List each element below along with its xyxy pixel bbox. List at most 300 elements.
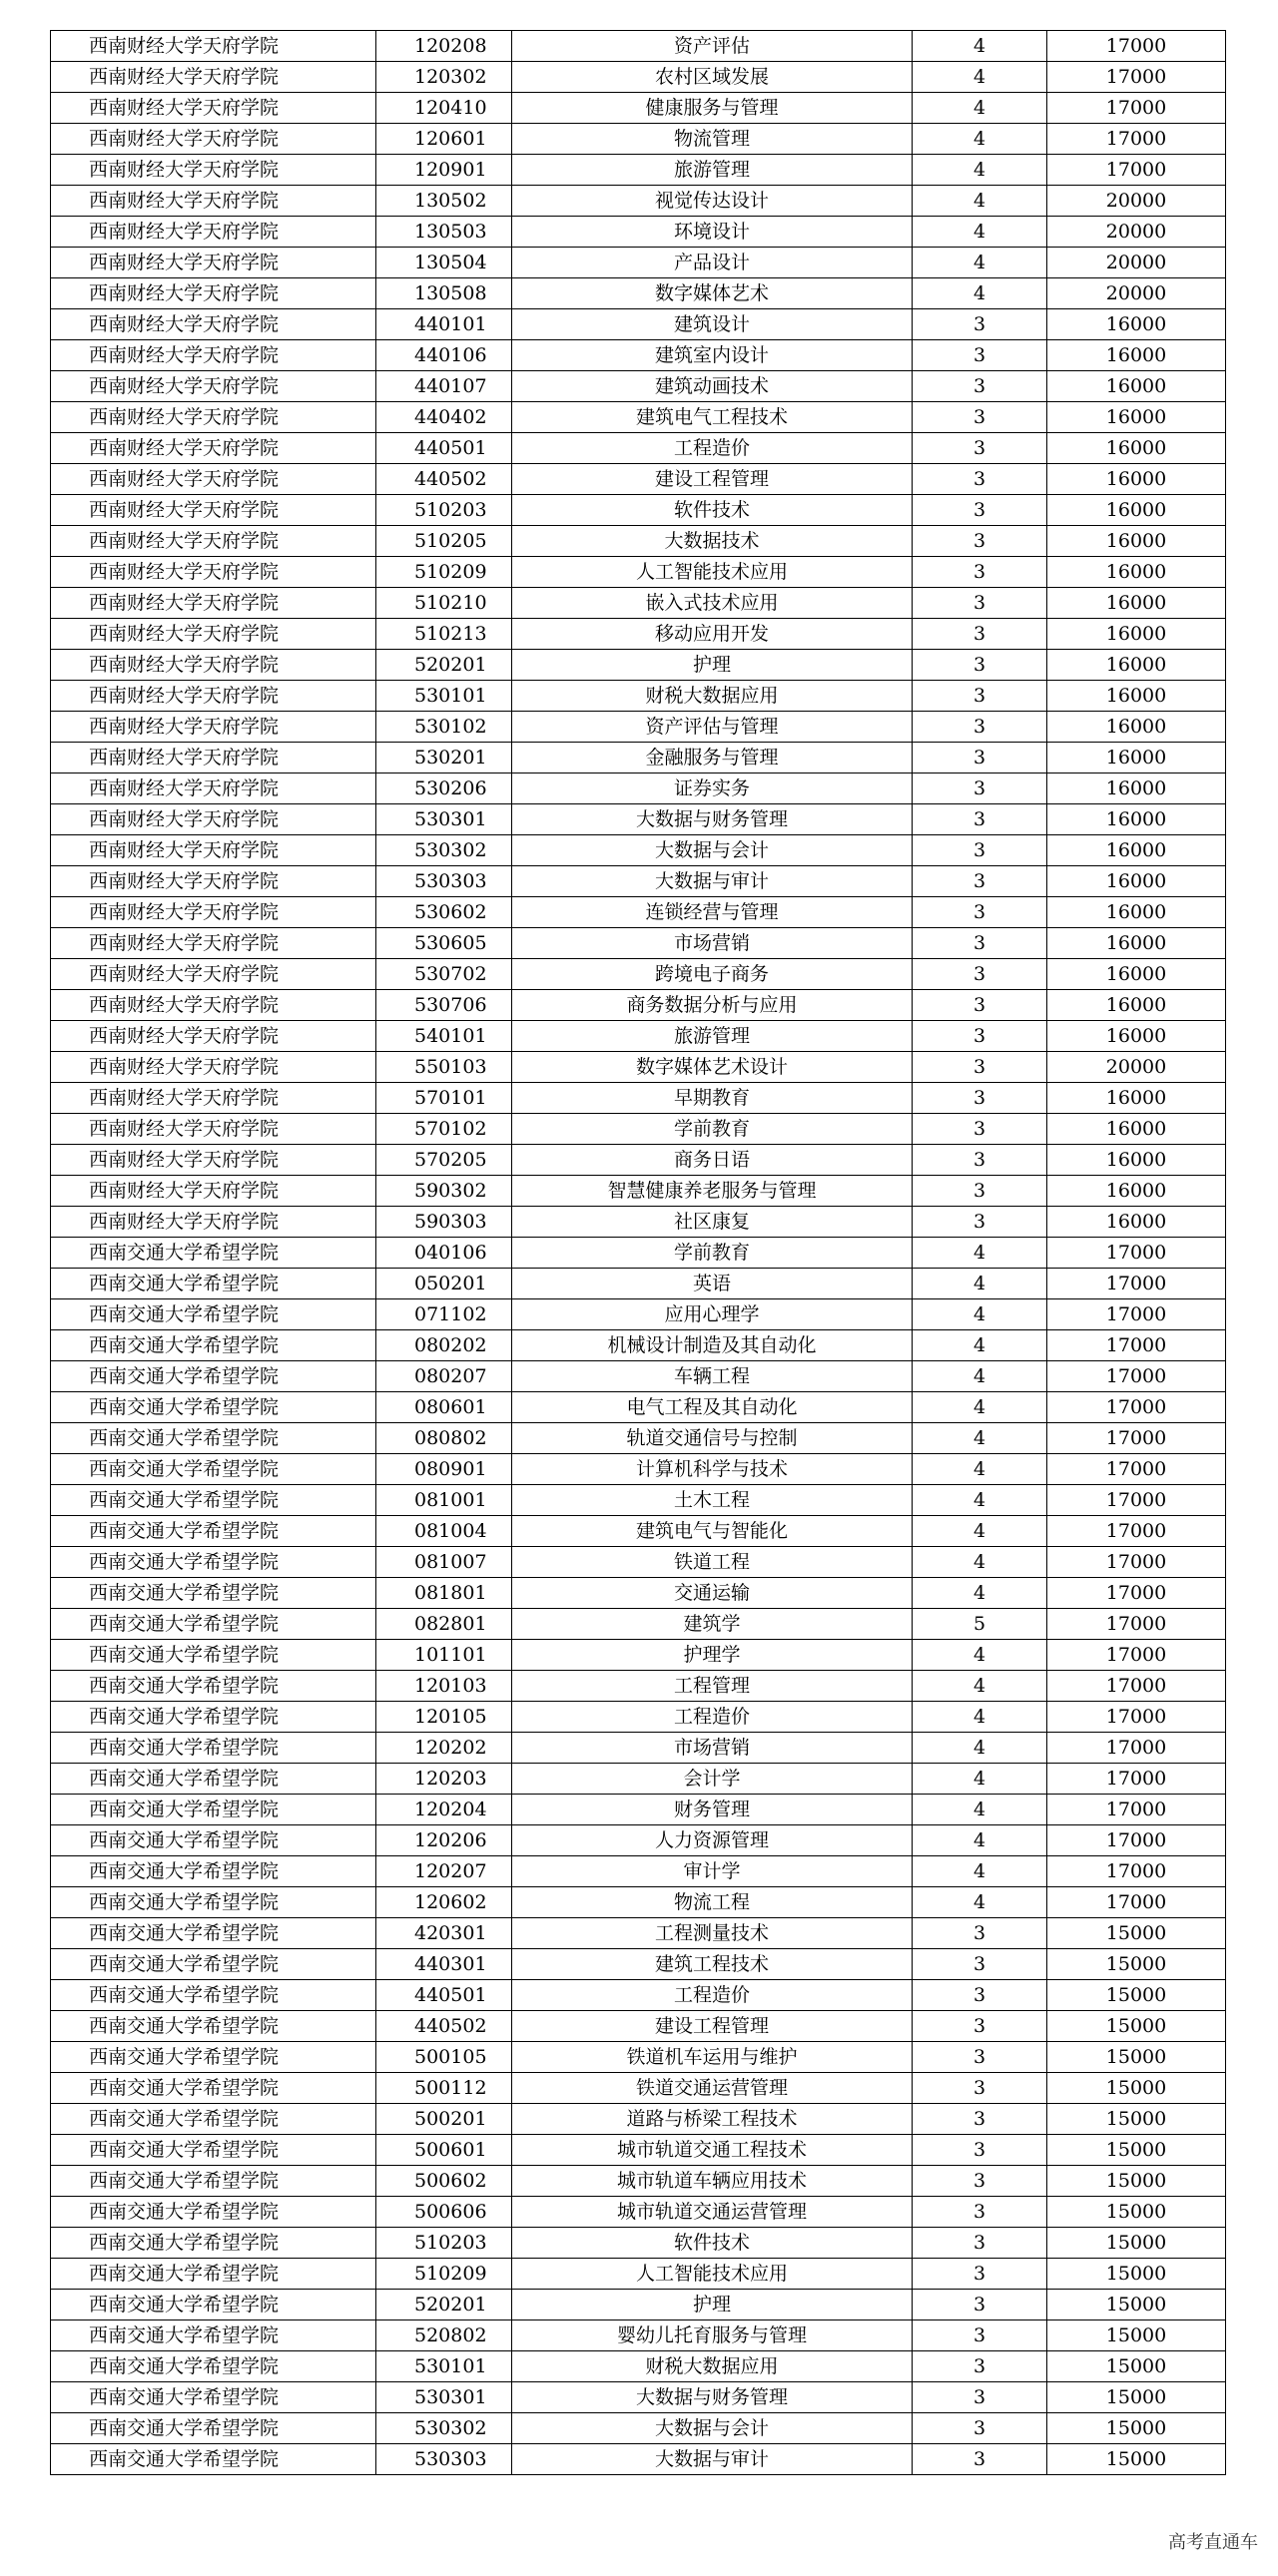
school-cell: 西南财经大学天府学院 bbox=[51, 402, 376, 433]
major-code-cell: 120204 bbox=[376, 1795, 512, 1825]
major-code-cell: 530303 bbox=[376, 2444, 512, 2475]
major-code-cell: 080901 bbox=[376, 1454, 512, 1485]
major-code-cell: 440107 bbox=[376, 371, 512, 402]
major-name-cell: 建设工程管理 bbox=[512, 2011, 913, 2042]
major-name-cell: 建筑设计 bbox=[512, 309, 913, 340]
school-cell: 西南交通大学希望学院 bbox=[51, 1795, 376, 1825]
major-name-cell: 人力资源管理 bbox=[512, 1825, 913, 1856]
duration-cell: 3 bbox=[913, 557, 1047, 588]
duration-cell: 4 bbox=[913, 62, 1047, 93]
table-row bbox=[51, 2320, 1226, 2351]
tuition-cell: 16000 bbox=[1047, 402, 1226, 433]
school-cell: 西南财经大学天府学院 bbox=[51, 433, 376, 464]
table-row bbox=[51, 31, 1226, 62]
major-code-cell: 130503 bbox=[376, 217, 512, 248]
school-cell: 西南交通大学希望学院 bbox=[51, 1578, 376, 1609]
major-name-cell: 工程造价 bbox=[512, 1702, 913, 1733]
major-code-cell: 120105 bbox=[376, 1702, 512, 1733]
major-name-cell: 软件技术 bbox=[512, 495, 913, 526]
major-code-cell: 570205 bbox=[376, 1145, 512, 1176]
school-cell: 西南财经大学天府学院 bbox=[51, 557, 376, 588]
major-name-cell: 建筑室内设计 bbox=[512, 340, 913, 371]
duration-cell: 3 bbox=[913, 433, 1047, 464]
duration-cell: 3 bbox=[913, 371, 1047, 402]
major-code-cell: 440106 bbox=[376, 340, 512, 371]
tuition-cell: 17000 bbox=[1047, 1825, 1226, 1856]
table-row bbox=[51, 1269, 1226, 1299]
school-cell: 西南交通大学希望学院 bbox=[51, 2073, 376, 2104]
major-code-cell: 510203 bbox=[376, 2228, 512, 2259]
major-name-cell: 机械设计制造及其自动化 bbox=[512, 1330, 913, 1361]
table-row bbox=[51, 2444, 1226, 2475]
duration-cell: 3 bbox=[913, 619, 1047, 650]
duration-cell: 3 bbox=[913, 681, 1047, 712]
school-cell: 西南交通大学希望学院 bbox=[51, 1269, 376, 1299]
table-row bbox=[51, 1702, 1226, 1733]
duration-cell: 3 bbox=[913, 340, 1047, 371]
major-name-cell: 学前教育 bbox=[512, 1114, 913, 1145]
school-cell: 西南交通大学希望学院 bbox=[51, 1918, 376, 1949]
major-name-cell: 市场营销 bbox=[512, 928, 913, 959]
duration-cell: 3 bbox=[913, 2166, 1047, 2197]
tuition-cell: 15000 bbox=[1047, 2444, 1226, 2475]
major-name-cell: 旅游管理 bbox=[512, 155, 913, 186]
duration-cell: 4 bbox=[913, 1423, 1047, 1454]
tuition-cell: 17000 bbox=[1047, 1299, 1226, 1330]
school-cell: 西南交通大学希望学院 bbox=[51, 1485, 376, 1516]
major-code-cell: 530605 bbox=[376, 928, 512, 959]
table-row bbox=[51, 835, 1226, 866]
major-code-cell: 530102 bbox=[376, 712, 512, 743]
major-code-cell: 081004 bbox=[376, 1516, 512, 1547]
tuition-cell: 20000 bbox=[1047, 217, 1226, 248]
major-code-cell: 530101 bbox=[376, 2351, 512, 2382]
duration-cell: 4 bbox=[913, 93, 1047, 124]
tuition-cell: 15000 bbox=[1047, 1949, 1226, 1980]
major-code-cell: 530302 bbox=[376, 835, 512, 866]
major-name-cell: 工程造价 bbox=[512, 1980, 913, 2011]
tuition-cell: 17000 bbox=[1047, 1454, 1226, 1485]
table-row bbox=[51, 2228, 1226, 2259]
school-cell: 西南交通大学希望学院 bbox=[51, 2135, 376, 2166]
tuition-cell: 16000 bbox=[1047, 959, 1226, 990]
table-row bbox=[51, 1361, 1226, 1392]
major-code-cell: 080802 bbox=[376, 1423, 512, 1454]
tuition-fee-table bbox=[50, 30, 1226, 2475]
school-cell: 西南交通大学希望学院 bbox=[51, 1640, 376, 1671]
school-cell: 西南财经大学天府学院 bbox=[51, 1207, 376, 1238]
tuition-cell: 16000 bbox=[1047, 588, 1226, 619]
table-row bbox=[51, 773, 1226, 804]
table-row bbox=[51, 1733, 1226, 1764]
major-name-cell: 农村区域发展 bbox=[512, 62, 913, 93]
major-name-cell: 电气工程及其自动化 bbox=[512, 1392, 913, 1423]
tuition-cell: 16000 bbox=[1047, 1083, 1226, 1114]
tuition-cell: 15000 bbox=[1047, 1918, 1226, 1949]
tuition-cell: 15000 bbox=[1047, 2197, 1226, 2228]
table-body bbox=[51, 31, 1226, 2475]
tuition-cell: 17000 bbox=[1047, 1702, 1226, 1733]
table-row bbox=[51, 2135, 1226, 2166]
tuition-cell: 17000 bbox=[1047, 1361, 1226, 1392]
table-row bbox=[51, 340, 1226, 371]
major-name-cell: 数字媒体艺术 bbox=[512, 278, 913, 309]
tuition-cell: 17000 bbox=[1047, 1547, 1226, 1578]
duration-cell: 3 bbox=[913, 2382, 1047, 2413]
major-code-cell: 120206 bbox=[376, 1825, 512, 1856]
major-name-cell: 城市轨道车辆应用技术 bbox=[512, 2166, 913, 2197]
table-row bbox=[51, 217, 1226, 248]
school-cell: 西南财经大学天府学院 bbox=[51, 743, 376, 773]
table-row bbox=[51, 2259, 1226, 2290]
tuition-cell: 15000 bbox=[1047, 1980, 1226, 2011]
major-code-cell: 120602 bbox=[376, 1887, 512, 1918]
tuition-cell: 17000 bbox=[1047, 124, 1226, 155]
duration-cell: 3 bbox=[913, 959, 1047, 990]
major-code-cell: 081007 bbox=[376, 1547, 512, 1578]
table-row bbox=[51, 371, 1226, 402]
major-code-cell: 520201 bbox=[376, 650, 512, 681]
tuition-cell: 16000 bbox=[1047, 650, 1226, 681]
tuition-cell: 17000 bbox=[1047, 1516, 1226, 1547]
school-cell: 西南财经大学天府学院 bbox=[51, 835, 376, 866]
table-row bbox=[51, 1887, 1226, 1918]
school-cell: 西南交通大学希望学院 bbox=[51, 1238, 376, 1269]
major-name-cell: 铁道工程 bbox=[512, 1547, 913, 1578]
duration-cell: 4 bbox=[913, 1361, 1047, 1392]
tuition-cell: 15000 bbox=[1047, 2042, 1226, 2073]
major-code-cell: 510209 bbox=[376, 557, 512, 588]
duration-cell: 4 bbox=[913, 1299, 1047, 1330]
major-name-cell: 社区康复 bbox=[512, 1207, 913, 1238]
duration-cell: 4 bbox=[913, 1702, 1047, 1733]
table-row bbox=[51, 2166, 1226, 2197]
table-row bbox=[51, 402, 1226, 433]
table-row bbox=[51, 1671, 1226, 1702]
major-name-cell: 连锁经营与管理 bbox=[512, 897, 913, 928]
table-row bbox=[51, 1825, 1226, 1856]
table-row bbox=[51, 557, 1226, 588]
tuition-cell: 15000 bbox=[1047, 2351, 1226, 2382]
major-name-cell: 建设工程管理 bbox=[512, 464, 913, 495]
duration-cell: 4 bbox=[913, 1392, 1047, 1423]
school-cell: 西南财经大学天府学院 bbox=[51, 1021, 376, 1052]
major-name-cell: 应用心理学 bbox=[512, 1299, 913, 1330]
duration-cell: 3 bbox=[913, 2290, 1047, 2320]
table-row bbox=[51, 1083, 1226, 1114]
major-code-cell: 120601 bbox=[376, 124, 512, 155]
school-cell: 西南交通大学希望学院 bbox=[51, 2104, 376, 2135]
tuition-cell: 17000 bbox=[1047, 1764, 1226, 1795]
table-row bbox=[51, 1145, 1226, 1176]
school-cell: 西南财经大学天府学院 bbox=[51, 309, 376, 340]
major-name-cell: 商务日语 bbox=[512, 1145, 913, 1176]
tuition-cell: 20000 bbox=[1047, 248, 1226, 278]
tuition-cell: 16000 bbox=[1047, 1176, 1226, 1207]
major-code-cell: 500606 bbox=[376, 2197, 512, 2228]
table-row bbox=[51, 1114, 1226, 1145]
major-name-cell: 城市轨道交通工程技术 bbox=[512, 2135, 913, 2166]
table-row bbox=[51, 804, 1226, 835]
table-row bbox=[51, 1485, 1226, 1516]
major-code-cell: 071102 bbox=[376, 1299, 512, 1330]
major-name-cell: 产品设计 bbox=[512, 248, 913, 278]
table-row bbox=[51, 2197, 1226, 2228]
table-row bbox=[51, 93, 1226, 124]
duration-cell: 4 bbox=[913, 1795, 1047, 1825]
table-row bbox=[51, 1423, 1226, 1454]
major-name-cell: 财税大数据应用 bbox=[512, 681, 913, 712]
table-row bbox=[51, 1764, 1226, 1795]
tuition-cell: 16000 bbox=[1047, 681, 1226, 712]
tuition-cell: 16000 bbox=[1047, 804, 1226, 835]
major-name-cell: 大数据与财务管理 bbox=[512, 804, 913, 835]
major-code-cell: 101101 bbox=[376, 1640, 512, 1671]
tuition-cell: 17000 bbox=[1047, 1578, 1226, 1609]
school-cell: 西南财经大学天府学院 bbox=[51, 804, 376, 835]
school-cell: 西南交通大学希望学院 bbox=[51, 1516, 376, 1547]
school-cell: 西南财经大学天府学院 bbox=[51, 619, 376, 650]
duration-cell: 3 bbox=[913, 743, 1047, 773]
school-cell: 西南交通大学希望学院 bbox=[51, 2382, 376, 2413]
major-name-cell: 学前教育 bbox=[512, 1238, 913, 1269]
major-name-cell: 工程测量技术 bbox=[512, 1918, 913, 1949]
school-cell: 西南交通大学希望学院 bbox=[51, 1361, 376, 1392]
major-code-cell: 040106 bbox=[376, 1238, 512, 1269]
major-name-cell: 土木工程 bbox=[512, 1485, 913, 1516]
table-row bbox=[51, 712, 1226, 743]
table-row bbox=[51, 1330, 1226, 1361]
tuition-cell: 15000 bbox=[1047, 2259, 1226, 2290]
school-cell: 西南财经大学天府学院 bbox=[51, 650, 376, 681]
major-name-cell: 审计学 bbox=[512, 1856, 913, 1887]
school-cell: 西南交通大学希望学院 bbox=[51, 1392, 376, 1423]
duration-cell: 4 bbox=[913, 1825, 1047, 1856]
tuition-cell: 16000 bbox=[1047, 743, 1226, 773]
duration-cell: 4 bbox=[913, 1238, 1047, 1269]
duration-cell: 5 bbox=[913, 1609, 1047, 1640]
duration-cell: 4 bbox=[913, 1454, 1047, 1485]
table-row bbox=[51, 650, 1226, 681]
tuition-cell: 17000 bbox=[1047, 1330, 1226, 1361]
major-code-cell: 120202 bbox=[376, 1733, 512, 1764]
major-code-cell: 530201 bbox=[376, 743, 512, 773]
major-name-cell: 智慧健康养老服务与管理 bbox=[512, 1176, 913, 1207]
major-name-cell: 护理学 bbox=[512, 1640, 913, 1671]
major-code-cell: 530303 bbox=[376, 866, 512, 897]
major-code-cell: 500112 bbox=[376, 2073, 512, 2104]
major-code-cell: 120203 bbox=[376, 1764, 512, 1795]
major-code-cell: 500201 bbox=[376, 2104, 512, 2135]
tuition-cell: 15000 bbox=[1047, 2290, 1226, 2320]
table-row bbox=[51, 990, 1226, 1021]
major-code-cell: 130508 bbox=[376, 278, 512, 309]
duration-cell: 4 bbox=[913, 124, 1047, 155]
major-code-cell: 440101 bbox=[376, 309, 512, 340]
table-row bbox=[51, 155, 1226, 186]
major-name-cell: 护理 bbox=[512, 2290, 913, 2320]
school-cell: 西南交通大学希望学院 bbox=[51, 2197, 376, 2228]
tuition-cell: 16000 bbox=[1047, 928, 1226, 959]
major-name-cell: 旅游管理 bbox=[512, 1021, 913, 1052]
duration-cell: 3 bbox=[913, 1052, 1047, 1083]
school-cell: 西南交通大学希望学院 bbox=[51, 1949, 376, 1980]
duration-cell: 3 bbox=[913, 773, 1047, 804]
table-row bbox=[51, 248, 1226, 278]
tuition-cell: 16000 bbox=[1047, 1114, 1226, 1145]
table-row bbox=[51, 1547, 1226, 1578]
major-name-cell: 金融服务与管理 bbox=[512, 743, 913, 773]
major-code-cell: 510213 bbox=[376, 619, 512, 650]
school-cell: 西南交通大学希望学院 bbox=[51, 2444, 376, 2475]
table-row bbox=[51, 1176, 1226, 1207]
school-cell: 西南财经大学天府学院 bbox=[51, 217, 376, 248]
school-cell: 西南交通大学希望学院 bbox=[51, 1856, 376, 1887]
major-code-cell: 510209 bbox=[376, 2259, 512, 2290]
duration-cell: 3 bbox=[913, 650, 1047, 681]
school-cell: 西南财经大学天府学院 bbox=[51, 248, 376, 278]
school-cell: 西南财经大学天府学院 bbox=[51, 1176, 376, 1207]
tuition-cell: 16000 bbox=[1047, 619, 1226, 650]
table-row bbox=[51, 897, 1226, 928]
duration-cell: 4 bbox=[913, 278, 1047, 309]
major-name-cell: 交通运输 bbox=[512, 1578, 913, 1609]
tuition-cell: 15000 bbox=[1047, 2166, 1226, 2197]
major-code-cell: 440501 bbox=[376, 1980, 512, 2011]
duration-cell: 3 bbox=[913, 712, 1047, 743]
major-name-cell: 财税大数据应用 bbox=[512, 2351, 913, 2382]
table-row bbox=[51, 1795, 1226, 1825]
duration-cell: 3 bbox=[913, 804, 1047, 835]
duration-cell: 4 bbox=[913, 1887, 1047, 1918]
school-cell: 西南财经大学天府学院 bbox=[51, 897, 376, 928]
table-row bbox=[51, 1578, 1226, 1609]
school-cell: 西南财经大学天府学院 bbox=[51, 866, 376, 897]
major-name-cell: 车辆工程 bbox=[512, 1361, 913, 1392]
duration-cell: 4 bbox=[913, 1330, 1047, 1361]
tuition-cell: 20000 bbox=[1047, 1052, 1226, 1083]
table-row bbox=[51, 2351, 1226, 2382]
duration-cell: 3 bbox=[913, 588, 1047, 619]
tuition-cell: 17000 bbox=[1047, 1609, 1226, 1640]
major-code-cell: 510203 bbox=[376, 495, 512, 526]
tuition-cell: 15000 bbox=[1047, 2135, 1226, 2166]
major-code-cell: 530702 bbox=[376, 959, 512, 990]
major-code-cell: 590302 bbox=[376, 1176, 512, 1207]
major-name-cell: 资产评估 bbox=[512, 31, 913, 62]
school-cell: 西南交通大学希望学院 bbox=[51, 1733, 376, 1764]
school-cell: 西南交通大学希望学院 bbox=[51, 1454, 376, 1485]
major-code-cell: 530301 bbox=[376, 804, 512, 835]
table-row bbox=[51, 1238, 1226, 1269]
school-cell: 西南财经大学天府学院 bbox=[51, 681, 376, 712]
duration-cell: 3 bbox=[913, 1021, 1047, 1052]
watermark-text: 高考直通车 bbox=[1168, 2532, 1258, 2553]
table-row bbox=[51, 959, 1226, 990]
school-cell: 西南交通大学希望学院 bbox=[51, 1671, 376, 1702]
major-code-cell: 440502 bbox=[376, 2011, 512, 2042]
duration-cell: 3 bbox=[913, 2320, 1047, 2351]
duration-cell: 3 bbox=[913, 2197, 1047, 2228]
major-name-cell: 建筑电气与智能化 bbox=[512, 1516, 913, 1547]
school-cell: 西南财经大学天府学院 bbox=[51, 31, 376, 62]
table-row bbox=[51, 278, 1226, 309]
duration-cell: 3 bbox=[913, 1176, 1047, 1207]
major-code-cell: 530101 bbox=[376, 681, 512, 712]
major-code-cell: 440402 bbox=[376, 402, 512, 433]
table-row bbox=[51, 1516, 1226, 1547]
duration-cell: 3 bbox=[913, 2351, 1047, 2382]
duration-cell: 4 bbox=[913, 1733, 1047, 1764]
tuition-cell: 16000 bbox=[1047, 495, 1226, 526]
duration-cell: 4 bbox=[913, 1764, 1047, 1795]
major-name-cell: 移动应用开发 bbox=[512, 619, 913, 650]
major-code-cell: 550103 bbox=[376, 1052, 512, 1083]
major-code-cell: 080207 bbox=[376, 1361, 512, 1392]
duration-cell: 3 bbox=[913, 1145, 1047, 1176]
table-row bbox=[51, 1454, 1226, 1485]
tuition-cell: 17000 bbox=[1047, 62, 1226, 93]
school-cell: 西南交通大学希望学院 bbox=[51, 1423, 376, 1454]
school-cell: 西南交通大学希望学院 bbox=[51, 2413, 376, 2444]
school-cell: 西南交通大学希望学院 bbox=[51, 2290, 376, 2320]
table-row bbox=[51, 1207, 1226, 1238]
school-cell: 西南财经大学天府学院 bbox=[51, 93, 376, 124]
table-row bbox=[51, 1856, 1226, 1887]
school-cell: 西南交通大学希望学院 bbox=[51, 1887, 376, 1918]
major-name-cell: 人工智能技术应用 bbox=[512, 557, 913, 588]
major-name-cell: 建筑动画技术 bbox=[512, 371, 913, 402]
tuition-cell: 17000 bbox=[1047, 155, 1226, 186]
duration-cell: 4 bbox=[913, 1856, 1047, 1887]
major-code-cell: 130502 bbox=[376, 186, 512, 217]
duration-cell: 3 bbox=[913, 495, 1047, 526]
school-cell: 西南交通大学希望学院 bbox=[51, 1980, 376, 2011]
tuition-cell: 17000 bbox=[1047, 1640, 1226, 1671]
tuition-cell: 16000 bbox=[1047, 309, 1226, 340]
tuition-cell: 17000 bbox=[1047, 1887, 1226, 1918]
duration-cell: 3 bbox=[913, 2228, 1047, 2259]
table-row bbox=[51, 681, 1226, 712]
school-cell: 西南交通大学希望学院 bbox=[51, 1547, 376, 1578]
table-row bbox=[51, 1052, 1226, 1083]
major-code-cell: 590303 bbox=[376, 1207, 512, 1238]
table-row bbox=[51, 1392, 1226, 1423]
major-code-cell: 510210 bbox=[376, 588, 512, 619]
major-name-cell: 市场营销 bbox=[512, 1733, 913, 1764]
major-code-cell: 510205 bbox=[376, 526, 512, 557]
school-cell: 西南交通大学希望学院 bbox=[51, 2259, 376, 2290]
tuition-cell: 16000 bbox=[1047, 990, 1226, 1021]
tuition-cell: 17000 bbox=[1047, 1392, 1226, 1423]
tuition-cell: 16000 bbox=[1047, 1207, 1226, 1238]
major-code-cell: 530301 bbox=[376, 2382, 512, 2413]
duration-cell: 3 bbox=[913, 835, 1047, 866]
duration-cell: 3 bbox=[913, 402, 1047, 433]
school-cell: 西南财经大学天府学院 bbox=[51, 1083, 376, 1114]
tuition-cell: 17000 bbox=[1047, 1856, 1226, 1887]
duration-cell: 3 bbox=[913, 309, 1047, 340]
duration-cell: 4 bbox=[913, 248, 1047, 278]
major-code-cell: 120208 bbox=[376, 31, 512, 62]
major-code-cell: 120207 bbox=[376, 1856, 512, 1887]
school-cell: 西南财经大学天府学院 bbox=[51, 124, 376, 155]
school-cell: 西南财经大学天府学院 bbox=[51, 464, 376, 495]
tuition-cell: 17000 bbox=[1047, 1795, 1226, 1825]
school-cell: 西南财经大学天府学院 bbox=[51, 371, 376, 402]
table-row bbox=[51, 464, 1226, 495]
duration-cell: 3 bbox=[913, 1918, 1047, 1949]
